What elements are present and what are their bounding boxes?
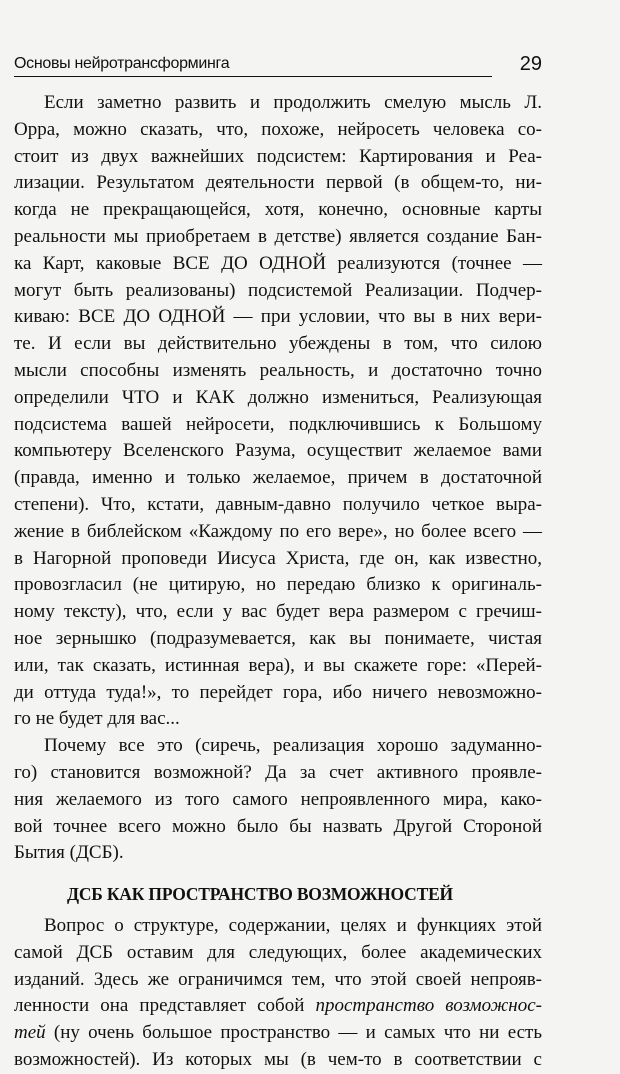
- text-line: провозгласил (не цитирую, но передаю близко к оригиналь-: [14, 574, 542, 596]
- paragraph-2: [14, 733, 542, 867]
- text-line: подсистема вашей нейросети, подключившись к Большому: [14, 413, 542, 435]
- text-line: [14, 1020, 542, 1047]
- text-line: ди оттуда туда!», то перейдет гора, ибо ничего невозможно-: [14, 681, 542, 703]
- text-line: самой ДСБ оставим для следующих, более академических: [14, 941, 542, 963]
- paragraph-3: [14, 913, 542, 1074]
- running-title: Основы нейротрансформинга: [14, 55, 230, 72]
- text-line: (правда, именно и только желаемое, причем в достаточной: [14, 467, 542, 489]
- header-rule: [14, 76, 492, 77]
- text-line: Бытия (ДСБ).: [14, 842, 124, 864]
- text-fragment: ленности она представляет собой: [14, 995, 305, 1017]
- text-line: реальности мы приобретаем в детстве) является создание Бан-: [14, 225, 542, 247]
- text-line: могут быть реализованы) подсистемой Реализации. Подчер-: [14, 279, 542, 301]
- paragraph-1: [14, 90, 542, 733]
- text-line: ному тексту), что, если у вас будет вера размером с гречиш-: [14, 601, 542, 623]
- text-line: те. И если вы действительно убеждены в том, что силою: [14, 333, 542, 355]
- text-line: Если заметно развить и продолжить смелую мысль Л.: [44, 92, 542, 113]
- italic-term: тей: [14, 1022, 46, 1044]
- text-line: в Нагорной проповеди Иисуса Христа, где он, как известно,: [14, 547, 542, 569]
- text-line: Почему все это (сиречь, реализация хорошо задуманно-: [44, 735, 542, 757]
- text-fragment: (ну очень большое пространство — и самых что ни есть: [53, 1022, 543, 1044]
- text-line: мысли способны изменять реальность, и достаточно точно: [14, 359, 542, 381]
- text-line: изданий. Здесь же ограничимся тем, что этой своей непрояв-: [14, 968, 542, 990]
- page-header: [14, 55, 542, 81]
- italic-term: пространство возможнос-: [315, 995, 542, 1017]
- section-heading: ДСБ КАК ПРОСТРАНСТВО ВОЗМОЖНОСТЕЙ: [67, 884, 453, 905]
- text-line: степени). Что, кстати, давным-давно получило четкое выра-: [14, 493, 542, 515]
- text-line: ния желаемого из того самого непроявленного мира, како-: [14, 788, 542, 810]
- text-line: определили ЧТО и КАК должно измениться, Реализующая: [14, 386, 542, 408]
- text-line: жение в библейском «Каждому по его вере», но более всего —: [14, 520, 542, 542]
- text-line: ка Карт, каковые ВСЕ ДО ОДНОЙ реализуются (точнее —: [14, 252, 542, 274]
- text-line: Орра, можно сказать, что, похоже, нейросеть человека со-: [14, 118, 542, 140]
- text-line: го) становится возможной? Да за счет активного проявле-: [14, 761, 542, 783]
- text-line: вой точнее всего можно было бы назвать Другой Стороной: [14, 815, 542, 837]
- text-line: лизации. Результатом деятельности первой (в общем-то, ни-: [14, 172, 542, 194]
- text-line: компьютеру Вселенского Разума, осуществит желаемое вами: [14, 440, 542, 462]
- text-line: возможностей). Из которых мы (в чем-то в соответствии с: [14, 1048, 542, 1070]
- text-line: го не будет для вас...: [14, 708, 180, 730]
- text-line: стоит из двух важнейших подсистем: Картирования и Реа-: [14, 145, 542, 167]
- body-text: [14, 90, 542, 1074]
- text-line: Вопрос о структуре, содержании, целях и функциях этой: [44, 914, 542, 936]
- text-line: ное зернышко (подразумевается, как вы понимаете, чистая: [14, 627, 542, 649]
- page-number: 29: [519, 53, 542, 75]
- text-line: или, так сказать, истинная вера), и вы скажете горе: «Перей-: [14, 654, 542, 676]
- text-line: киваю: ВСЕ ДО ОДНОЙ — при условии, что вы в них вери-: [14, 306, 542, 328]
- text-line: [14, 993, 542, 1020]
- text-line: когда не прекращающейся, хотя, конечно, основные карты: [14, 199, 542, 221]
